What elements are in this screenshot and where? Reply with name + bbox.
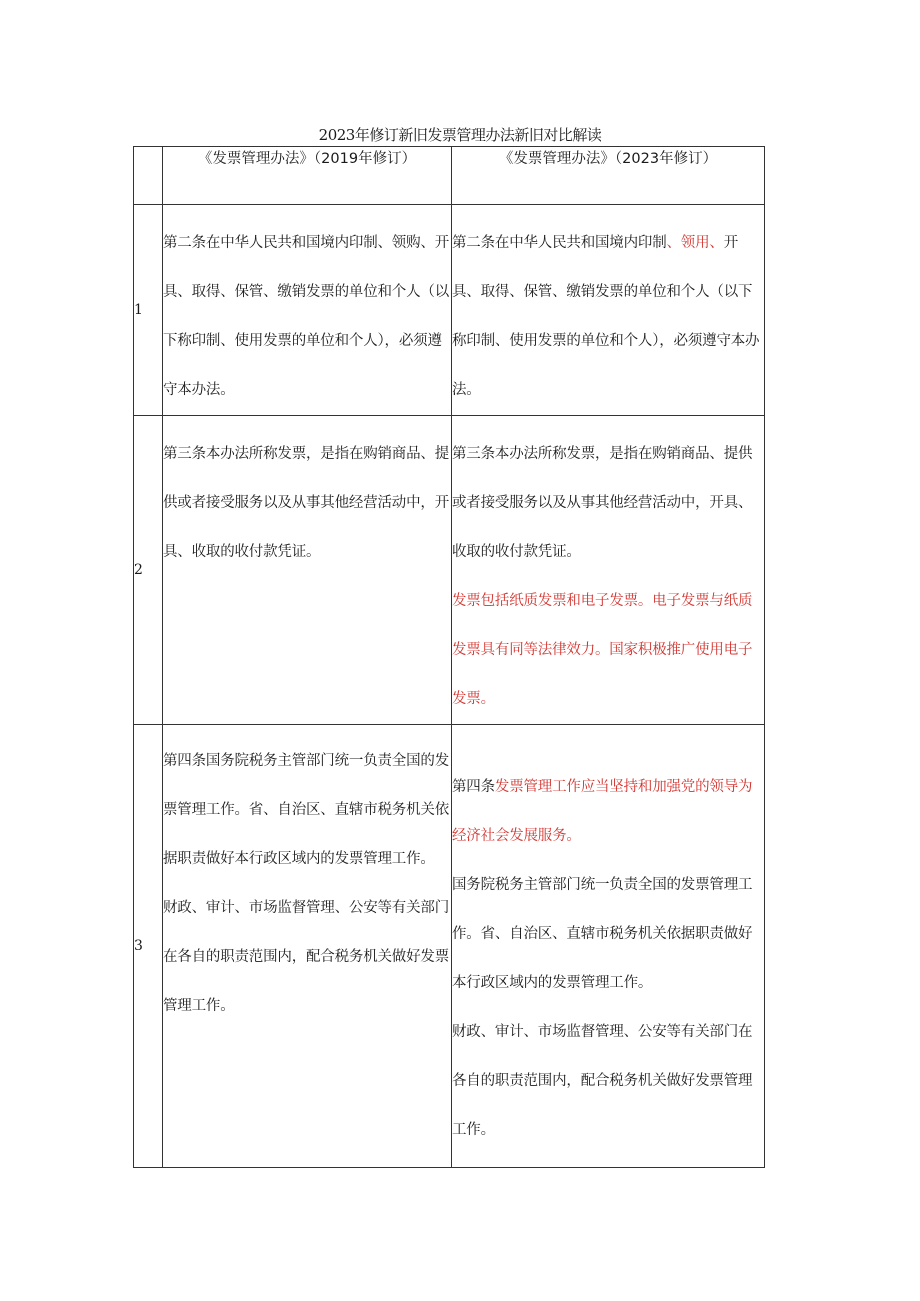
old-paragraph: 财政、审计、市场监督管理、公安等有关部门在各自的职责范围内，配合税务机关做好发票管理工作。	[163, 900, 449, 1014]
old-text-cell	[163, 416, 452, 725]
table-row	[134, 416, 765, 725]
old-paragraph: 第四条国务院税务主管部门统一负责全国的发票管理工作。省、自治区、直辖市税务机关依据职责做好本行政区域内的发票管理工作。	[163, 753, 449, 867]
table-row	[134, 205, 765, 416]
amended-text: 、领用、	[666, 235, 724, 251]
header-num	[134, 147, 163, 205]
new-text-cell	[452, 205, 765, 416]
new-text-cell	[452, 725, 765, 1168]
row-number: 3	[134, 725, 163, 1168]
old-text-cell	[163, 205, 452, 416]
comparison-table	[133, 146, 765, 1168]
row-number: 1	[134, 205, 163, 416]
amended-text: 发票管理工作应当坚持和加强党的领导为经济社会发展服务。	[452, 779, 753, 844]
new-paragraph	[452, 219, 764, 415]
new-text-cell	[452, 416, 765, 725]
new-text: 第二条在中华人民共和国境内印制	[452, 235, 667, 251]
new-text: 第四条	[452, 779, 495, 795]
new-text: 开具、取得、保管、缴销发票的单位和个人（以下称印制、使用发票的单位和个人），必须遵守本办法。	[452, 235, 760, 398]
header-new-version: 《发票管理办法》（2023年修订）	[452, 147, 765, 205]
table-row	[134, 725, 765, 1168]
old-paragraph: 第三条本办法所称发票，是指在购销商品、提供或者接受服务以及从事其他经营活动中，开具、收取的收付款凭证。	[163, 446, 449, 560]
new-paragraph	[452, 763, 764, 861]
row-number: 2	[134, 416, 163, 725]
table-header-row	[134, 147, 765, 205]
old-text-cell	[163, 725, 452, 1168]
new-paragraph: 第三条本办法所称发票，是指在购销商品、提供或者接受服务以及从事其他经营活动中，开具、收取的收付款凭证。	[452, 446, 753, 560]
header-old-version: 《发票管理办法》（2019年修订）	[163, 147, 452, 205]
amended-paragraph: 发票包括纸质发票和电子发票。电子发票与纸质发票具有同等法律效力。国家积极推广使用电子发票。	[452, 593, 753, 707]
new-paragraph: 财政、审计、市场监督管理、公安等有关部门在各自的职责范围内，配合税务机关做好发票管理工作。	[452, 1024, 753, 1138]
old-paragraph: 第二条在中华人民共和国境内印制、领购、开具、取得、保管、缴销发票的单位和个人（以下称印制、使用发票的单位和个人），必须遵守本办法。	[163, 235, 449, 398]
document-title: 2023年修订新旧发票管理办法新旧对比解读	[318, 126, 602, 144]
new-paragraph: 国务院税务主管部门统一负责全国的发票管理工作。省、自治区、直辖市税务机关依据职责做好本行政区域内的发票管理工作。	[452, 877, 753, 991]
